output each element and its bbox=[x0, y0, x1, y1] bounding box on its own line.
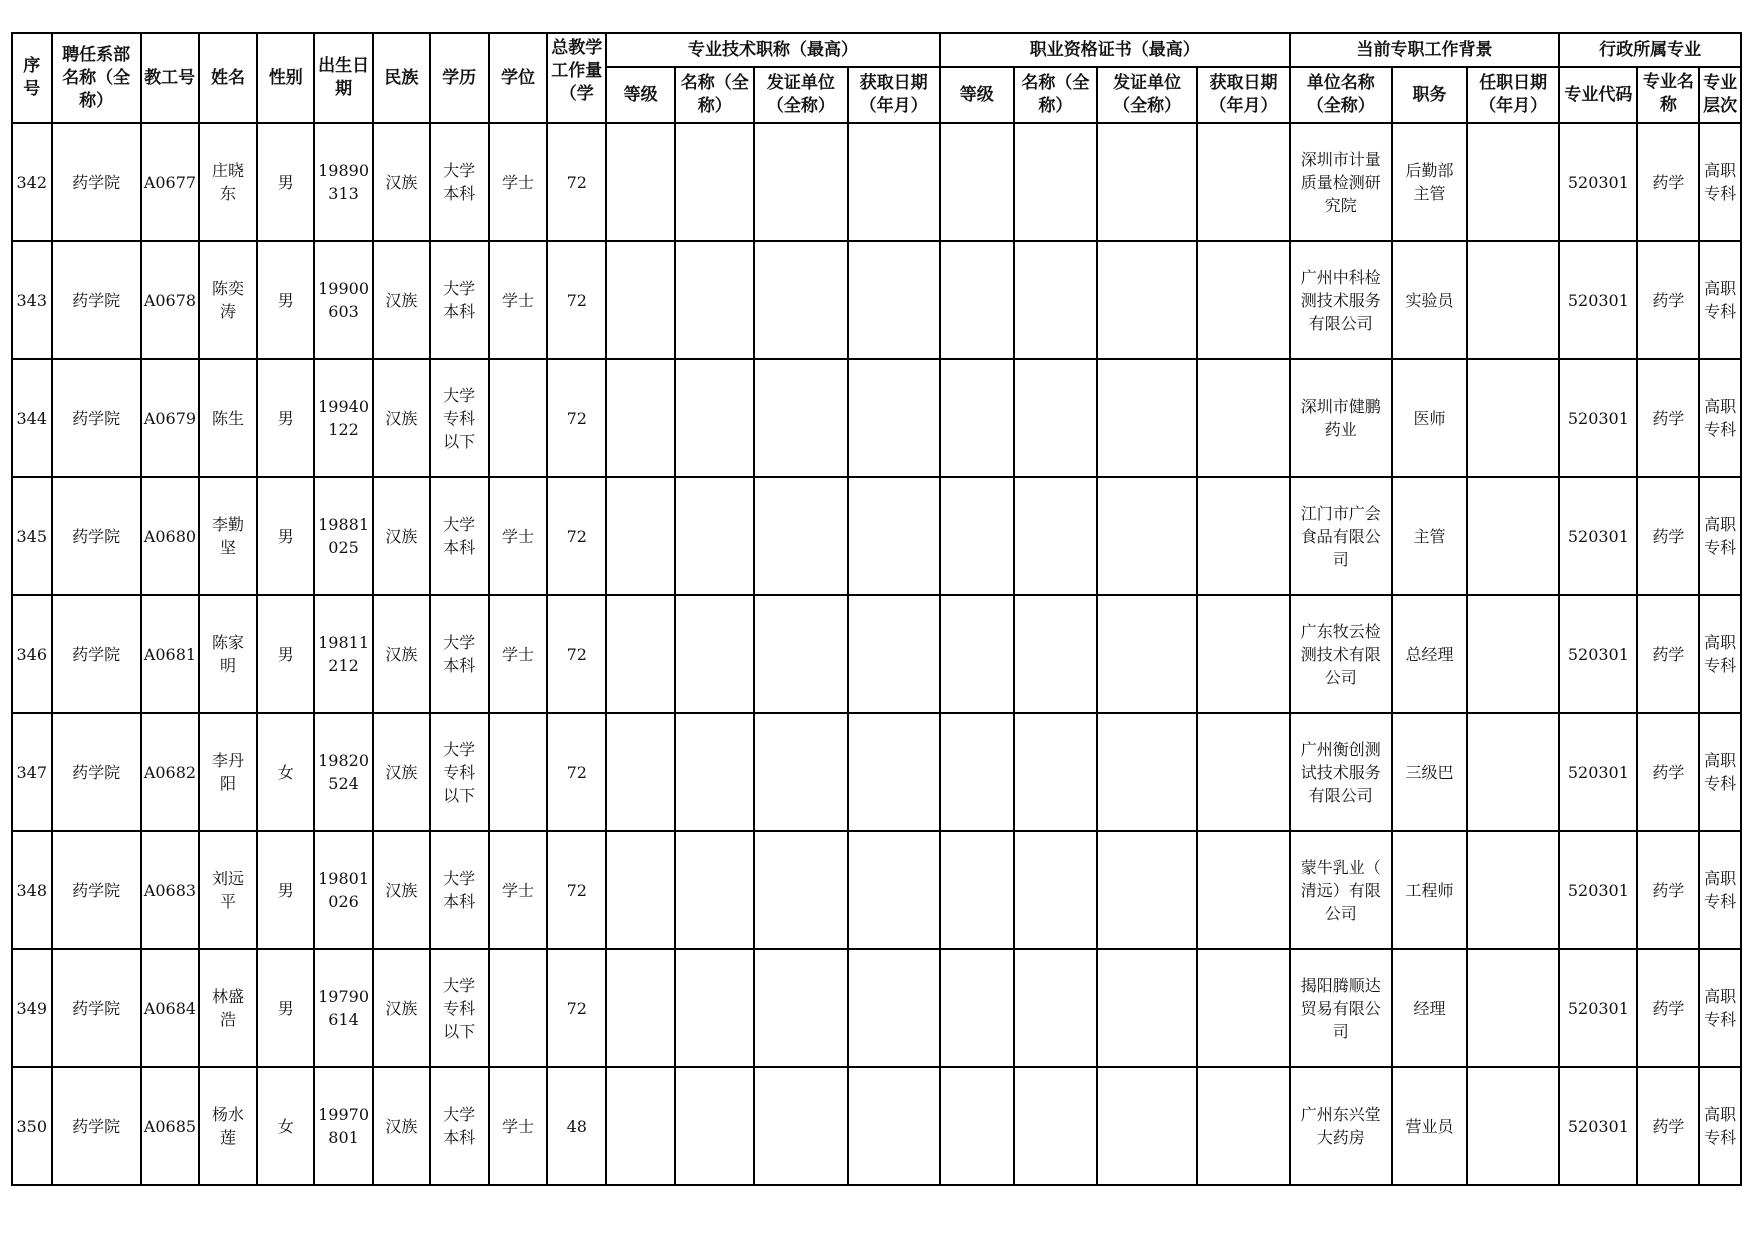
cell-gender: 男 bbox=[257, 595, 314, 713]
cell-cert-level bbox=[940, 477, 1014, 595]
cell-birth: 19820 524 bbox=[314, 713, 373, 831]
header-cert-date: 获取日期（年月） bbox=[1197, 67, 1289, 123]
cell-work-unit: 广东牧云检 测技术有限 公司 bbox=[1290, 595, 1392, 713]
cell-degree: 学士 bbox=[489, 123, 548, 241]
cell-title-level bbox=[606, 949, 675, 1067]
cell-cert-level bbox=[940, 831, 1014, 949]
header-group-work: 当前专职工作背景 bbox=[1290, 33, 1560, 67]
cell-major-name: 药学 bbox=[1637, 595, 1699, 713]
cell-cert-level bbox=[940, 359, 1014, 477]
cell-title-issuer bbox=[754, 1067, 847, 1185]
cell-dept: 药学院 bbox=[52, 831, 141, 949]
cell-cert-issuer bbox=[1097, 241, 1197, 359]
header-group-major: 行政所属专业 bbox=[1559, 33, 1741, 67]
cell-major-code: 520301 bbox=[1559, 241, 1637, 359]
cell-title-issuer bbox=[754, 595, 847, 713]
cell-seq: 345 bbox=[12, 477, 52, 595]
cell-work-date bbox=[1467, 359, 1559, 477]
cell-cert-issuer bbox=[1097, 1067, 1197, 1185]
cell-workload: 72 bbox=[547, 477, 606, 595]
cell-work-date bbox=[1467, 595, 1559, 713]
cell-work-date bbox=[1467, 477, 1559, 595]
cell-education: 大学 本科 bbox=[430, 123, 489, 241]
cell-seq: 348 bbox=[12, 831, 52, 949]
cell-cert-level bbox=[940, 595, 1014, 713]
cell-degree: 学士 bbox=[489, 1067, 548, 1185]
cell-major-code: 520301 bbox=[1559, 359, 1637, 477]
cell-education: 大学 专科 以下 bbox=[430, 949, 489, 1067]
cell-education: 大学 本科 bbox=[430, 1067, 489, 1185]
cell-work-position: 营业员 bbox=[1392, 1067, 1467, 1185]
cell-work-date bbox=[1467, 241, 1559, 359]
header-title-date: 获取日期（年月） bbox=[848, 67, 940, 123]
cell-title-issuer bbox=[754, 477, 847, 595]
cell-work-position: 经理 bbox=[1392, 949, 1467, 1067]
cell-work-position: 总经理 bbox=[1392, 595, 1467, 713]
cell-cert-date bbox=[1197, 1067, 1289, 1185]
cell-title-level bbox=[606, 1067, 675, 1185]
cell-major-name: 药学 bbox=[1637, 359, 1699, 477]
cell-cert-issuer bbox=[1097, 477, 1197, 595]
cell-title-issuer bbox=[754, 241, 847, 359]
cell-workload: 72 bbox=[547, 359, 606, 477]
cell-gender: 男 bbox=[257, 241, 314, 359]
cell-work-unit: 蒙牛乳业（ 清远）有限 公司 bbox=[1290, 831, 1392, 949]
table-row bbox=[12, 831, 1741, 949]
table-row bbox=[12, 1067, 1741, 1185]
cell-cert-name bbox=[1014, 359, 1097, 477]
header-title-issuer: 发证单位（全称） bbox=[754, 67, 847, 123]
header-birth: 出生日期 bbox=[314, 33, 373, 123]
cell-major-code: 520301 bbox=[1559, 1067, 1637, 1185]
cell-work-position: 主管 bbox=[1392, 477, 1467, 595]
cell-cert-date bbox=[1197, 595, 1289, 713]
table-row bbox=[12, 595, 1741, 713]
header-work-unit: 单位名称（全称） bbox=[1290, 67, 1392, 123]
cell-seq: 347 bbox=[12, 713, 52, 831]
cell-birth: 19900 603 bbox=[314, 241, 373, 359]
header-major-name-text: 专业名称 bbox=[1642, 72, 1694, 115]
cell-work-date bbox=[1467, 949, 1559, 1067]
cell-title-name bbox=[675, 713, 754, 831]
cell-birth: 19790 614 bbox=[314, 949, 373, 1067]
header-group-title: 专业技术职称（最高） bbox=[606, 33, 940, 67]
cell-gender: 男 bbox=[257, 359, 314, 477]
cell-seq: 343 bbox=[12, 241, 52, 359]
cell-name: 杨水 莲 bbox=[199, 1067, 258, 1185]
cell-birth: 19801 026 bbox=[314, 831, 373, 949]
table-row bbox=[12, 123, 1741, 241]
cell-birth: 19890 313 bbox=[314, 123, 373, 241]
header-staff-id: 教工号 bbox=[141, 33, 199, 123]
cell-education: 大学 本科 bbox=[430, 477, 489, 595]
header-name: 姓名 bbox=[199, 33, 258, 123]
cell-gender: 男 bbox=[257, 123, 314, 241]
cell-title-date bbox=[848, 123, 940, 241]
header-cert-name: 名称（全称） bbox=[1014, 67, 1097, 123]
table-body bbox=[12, 123, 1741, 1185]
header-gender: 性别 bbox=[257, 33, 314, 123]
cell-cert-level bbox=[940, 949, 1014, 1067]
cell-ethnicity: 汉族 bbox=[373, 241, 430, 359]
cell-major-name: 药学 bbox=[1637, 713, 1699, 831]
cell-major-name: 药学 bbox=[1637, 123, 1699, 241]
cell-title-date bbox=[848, 477, 940, 595]
cell-cert-date bbox=[1197, 949, 1289, 1067]
cell-work-date bbox=[1467, 831, 1559, 949]
table-row bbox=[12, 713, 1741, 831]
cell-work-unit: 广州衡创测 试技术服务 有限公司 bbox=[1290, 713, 1392, 831]
cell-birth: 19940 122 bbox=[314, 359, 373, 477]
cell-title-date bbox=[848, 359, 940, 477]
cell-cert-level bbox=[940, 713, 1014, 831]
cell-workload: 72 bbox=[547, 123, 606, 241]
cell-major-level: 高职 专科 bbox=[1699, 123, 1741, 241]
cell-degree bbox=[489, 359, 548, 477]
cell-education: 大学 本科 bbox=[430, 831, 489, 949]
header-title-name: 名称（全称） bbox=[675, 67, 754, 123]
cell-cert-date bbox=[1197, 359, 1289, 477]
cell-work-unit: 深圳市健鹏 药业 bbox=[1290, 359, 1392, 477]
header-group-cert: 职业资格证书（最高） bbox=[940, 33, 1290, 67]
cell-cert-date bbox=[1197, 123, 1289, 241]
cell-work-position: 后勤部 主管 bbox=[1392, 123, 1467, 241]
table-header bbox=[12, 33, 1741, 123]
header-ethnicity: 民族 bbox=[373, 33, 430, 123]
header-education: 学历 bbox=[430, 33, 489, 123]
header-dept: 聘任系部名称（全称） bbox=[52, 33, 141, 123]
cell-work-unit: 广州中科检 测技术服务 有限公司 bbox=[1290, 241, 1392, 359]
cell-dept: 药学院 bbox=[52, 241, 141, 359]
cell-title-level bbox=[606, 595, 675, 713]
cell-title-name bbox=[675, 1067, 754, 1185]
cell-title-level bbox=[606, 359, 675, 477]
cell-cert-date bbox=[1197, 241, 1289, 359]
cell-title-issuer bbox=[754, 359, 847, 477]
cell-degree: 学士 bbox=[489, 241, 548, 359]
cell-cert-issuer bbox=[1097, 831, 1197, 949]
cell-birth: 19970 801 bbox=[314, 1067, 373, 1185]
cell-title-issuer bbox=[754, 831, 847, 949]
cell-name: 庄晓 东 bbox=[199, 123, 258, 241]
cell-cert-level bbox=[940, 241, 1014, 359]
cell-major-name: 药学 bbox=[1637, 949, 1699, 1067]
cell-staff-id: A0677 bbox=[141, 123, 199, 241]
cell-cert-name bbox=[1014, 477, 1097, 595]
cell-work-date bbox=[1467, 1067, 1559, 1185]
cell-gender: 女 bbox=[257, 1067, 314, 1185]
cell-title-level bbox=[606, 241, 675, 359]
cell-cert-issuer bbox=[1097, 123, 1197, 241]
cell-cert-issuer bbox=[1097, 595, 1197, 713]
cell-title-level bbox=[606, 713, 675, 831]
cell-title-date bbox=[848, 241, 940, 359]
cell-major-code: 520301 bbox=[1559, 949, 1637, 1067]
cell-title-date bbox=[848, 1067, 940, 1185]
cell-birth: 19881 025 bbox=[314, 477, 373, 595]
cell-staff-id: A0681 bbox=[141, 595, 199, 713]
cell-degree: 学士 bbox=[489, 477, 548, 595]
cell-major-name: 药学 bbox=[1637, 241, 1699, 359]
cell-degree: 学士 bbox=[489, 595, 548, 713]
cell-title-date bbox=[848, 949, 940, 1067]
cell-staff-id: A0678 bbox=[141, 241, 199, 359]
header-workload-text: 总教学工作量（学 bbox=[551, 38, 603, 104]
cell-workload: 72 bbox=[547, 241, 606, 359]
cell-staff-id: A0685 bbox=[141, 1067, 199, 1185]
cell-staff-id: A0679 bbox=[141, 359, 199, 477]
cell-major-level: 高职 专科 bbox=[1699, 477, 1741, 595]
cell-education: 大学 本科 bbox=[430, 595, 489, 713]
header-major-code: 专业代码 bbox=[1559, 67, 1637, 123]
cell-title-name bbox=[675, 949, 754, 1067]
cell-major-name: 药学 bbox=[1637, 831, 1699, 949]
cell-education: 大学 本科 bbox=[430, 241, 489, 359]
cell-title-name bbox=[675, 241, 754, 359]
cell-name: 李勤 坚 bbox=[199, 477, 258, 595]
cell-title-issuer bbox=[754, 123, 847, 241]
cell-education: 大学 专科 以下 bbox=[430, 359, 489, 477]
header-major-name bbox=[1637, 67, 1699, 123]
cell-cert-name bbox=[1014, 1067, 1097, 1185]
cell-title-date bbox=[848, 713, 940, 831]
cell-cert-date bbox=[1197, 713, 1289, 831]
cell-staff-id: A0682 bbox=[141, 713, 199, 831]
cell-cert-level bbox=[940, 1067, 1014, 1185]
cell-name: 陈家 明 bbox=[199, 595, 258, 713]
cell-workload: 48 bbox=[547, 1067, 606, 1185]
cell-degree: 学士 bbox=[489, 831, 548, 949]
header-cert-level: 等级 bbox=[940, 67, 1014, 123]
cell-title-name bbox=[675, 359, 754, 477]
cell-major-level: 高职 专科 bbox=[1699, 949, 1741, 1067]
cell-seq: 349 bbox=[12, 949, 52, 1067]
header-cert-issuer: 发证单位（全称） bbox=[1097, 67, 1197, 123]
cell-work-unit: 广州东兴堂 大药房 bbox=[1290, 1067, 1392, 1185]
cell-title-issuer bbox=[754, 949, 847, 1067]
cell-title-name bbox=[675, 123, 754, 241]
cell-major-code: 520301 bbox=[1559, 595, 1637, 713]
cell-ethnicity: 汉族 bbox=[373, 1067, 430, 1185]
cell-ethnicity: 汉族 bbox=[373, 949, 430, 1067]
cell-title-level bbox=[606, 477, 675, 595]
table-row bbox=[12, 949, 1741, 1067]
cell-workload: 72 bbox=[547, 595, 606, 713]
cell-work-date bbox=[1467, 713, 1559, 831]
cell-title-level bbox=[606, 831, 675, 949]
cell-degree bbox=[489, 713, 548, 831]
cell-major-level: 高职 专科 bbox=[1699, 1067, 1741, 1185]
cell-work-position: 三级巴 bbox=[1392, 713, 1467, 831]
cell-workload: 72 bbox=[547, 949, 606, 1067]
cell-major-code: 520301 bbox=[1559, 713, 1637, 831]
cell-ethnicity: 汉族 bbox=[373, 713, 430, 831]
cell-staff-id: A0684 bbox=[141, 949, 199, 1067]
table-row bbox=[12, 359, 1741, 477]
table-row bbox=[12, 477, 1741, 595]
cell-ethnicity: 汉族 bbox=[373, 831, 430, 949]
header-major-level: 专业层次 bbox=[1699, 67, 1741, 123]
header-degree: 学位 bbox=[489, 33, 548, 123]
cell-work-date bbox=[1467, 123, 1559, 241]
cell-title-name bbox=[675, 831, 754, 949]
cell-title-date bbox=[848, 831, 940, 949]
cell-major-name: 药学 bbox=[1637, 1067, 1699, 1185]
cell-title-name bbox=[675, 595, 754, 713]
staff-table bbox=[11, 32, 1742, 1186]
cell-seq: 342 bbox=[12, 123, 52, 241]
cell-work-position: 工程师 bbox=[1392, 831, 1467, 949]
cell-major-level: 高职 专科 bbox=[1699, 831, 1741, 949]
cell-gender: 男 bbox=[257, 831, 314, 949]
cell-ethnicity: 汉族 bbox=[373, 595, 430, 713]
cell-staff-id: A0683 bbox=[141, 831, 199, 949]
header-workload bbox=[547, 33, 606, 123]
cell-work-unit: 深圳市计量 质量检测研 究院 bbox=[1290, 123, 1392, 241]
cell-ethnicity: 汉族 bbox=[373, 477, 430, 595]
cell-major-code: 520301 bbox=[1559, 477, 1637, 595]
cell-dept: 药学院 bbox=[52, 123, 141, 241]
cell-work-position: 实验员 bbox=[1392, 241, 1467, 359]
cell-education: 大学 专科 以下 bbox=[430, 713, 489, 831]
cell-gender: 男 bbox=[257, 949, 314, 1067]
cell-major-code: 520301 bbox=[1559, 123, 1637, 241]
cell-birth: 19811 212 bbox=[314, 595, 373, 713]
cell-cert-name bbox=[1014, 713, 1097, 831]
cell-cert-date bbox=[1197, 477, 1289, 595]
cell-gender: 男 bbox=[257, 477, 314, 595]
cell-staff-id: A0680 bbox=[141, 477, 199, 595]
cell-dept: 药学院 bbox=[52, 949, 141, 1067]
cell-seq: 350 bbox=[12, 1067, 52, 1185]
cell-gender: 女 bbox=[257, 713, 314, 831]
cell-cert-name bbox=[1014, 241, 1097, 359]
cell-cert-level bbox=[940, 123, 1014, 241]
cell-dept: 药学院 bbox=[52, 359, 141, 477]
cell-title-issuer bbox=[754, 713, 847, 831]
cell-major-level: 高职 专科 bbox=[1699, 713, 1741, 831]
cell-title-date bbox=[848, 595, 940, 713]
cell-degree bbox=[489, 949, 548, 1067]
cell-workload: 72 bbox=[547, 831, 606, 949]
cell-seq: 346 bbox=[12, 595, 52, 713]
cell-name: 陈奕 涛 bbox=[199, 241, 258, 359]
header-title-level: 等级 bbox=[606, 67, 675, 123]
cell-name: 陈生 bbox=[199, 359, 258, 477]
cell-cert-name bbox=[1014, 831, 1097, 949]
cell-cert-issuer bbox=[1097, 359, 1197, 477]
cell-dept: 药学院 bbox=[52, 1067, 141, 1185]
cell-name: 刘远 平 bbox=[199, 831, 258, 949]
cell-work-unit: 揭阳腾顺达 贸易有限公 司 bbox=[1290, 949, 1392, 1067]
cell-seq: 344 bbox=[12, 359, 52, 477]
cell-title-level bbox=[606, 123, 675, 241]
cell-name: 李丹 阳 bbox=[199, 713, 258, 831]
cell-ethnicity: 汉族 bbox=[373, 359, 430, 477]
cell-dept: 药学院 bbox=[52, 713, 141, 831]
header-work-date: 任职日期（年月） bbox=[1467, 67, 1559, 123]
header-seq: 序号 bbox=[12, 33, 52, 123]
cell-major-level: 高职 专科 bbox=[1699, 241, 1741, 359]
cell-dept: 药学院 bbox=[52, 477, 141, 595]
cell-cert-name bbox=[1014, 949, 1097, 1067]
header-work-position: 职务 bbox=[1392, 67, 1467, 123]
cell-dept: 药学院 bbox=[52, 595, 141, 713]
cell-ethnicity: 汉族 bbox=[373, 123, 430, 241]
cell-major-level: 高职 专科 bbox=[1699, 595, 1741, 713]
cell-cert-issuer bbox=[1097, 949, 1197, 1067]
cell-title-name bbox=[675, 477, 754, 595]
cell-cert-name bbox=[1014, 595, 1097, 713]
cell-cert-name bbox=[1014, 123, 1097, 241]
cell-major-level: 高职 专科 bbox=[1699, 359, 1741, 477]
cell-workload: 72 bbox=[547, 713, 606, 831]
cell-work-position: 医师 bbox=[1392, 359, 1467, 477]
cell-name: 林盛 浩 bbox=[199, 949, 258, 1067]
cell-major-code: 520301 bbox=[1559, 831, 1637, 949]
cell-cert-date bbox=[1197, 831, 1289, 949]
table-row bbox=[12, 241, 1741, 359]
cell-cert-issuer bbox=[1097, 713, 1197, 831]
cell-work-unit: 江门市广会 食品有限公 司 bbox=[1290, 477, 1392, 595]
cell-major-name: 药学 bbox=[1637, 477, 1699, 595]
